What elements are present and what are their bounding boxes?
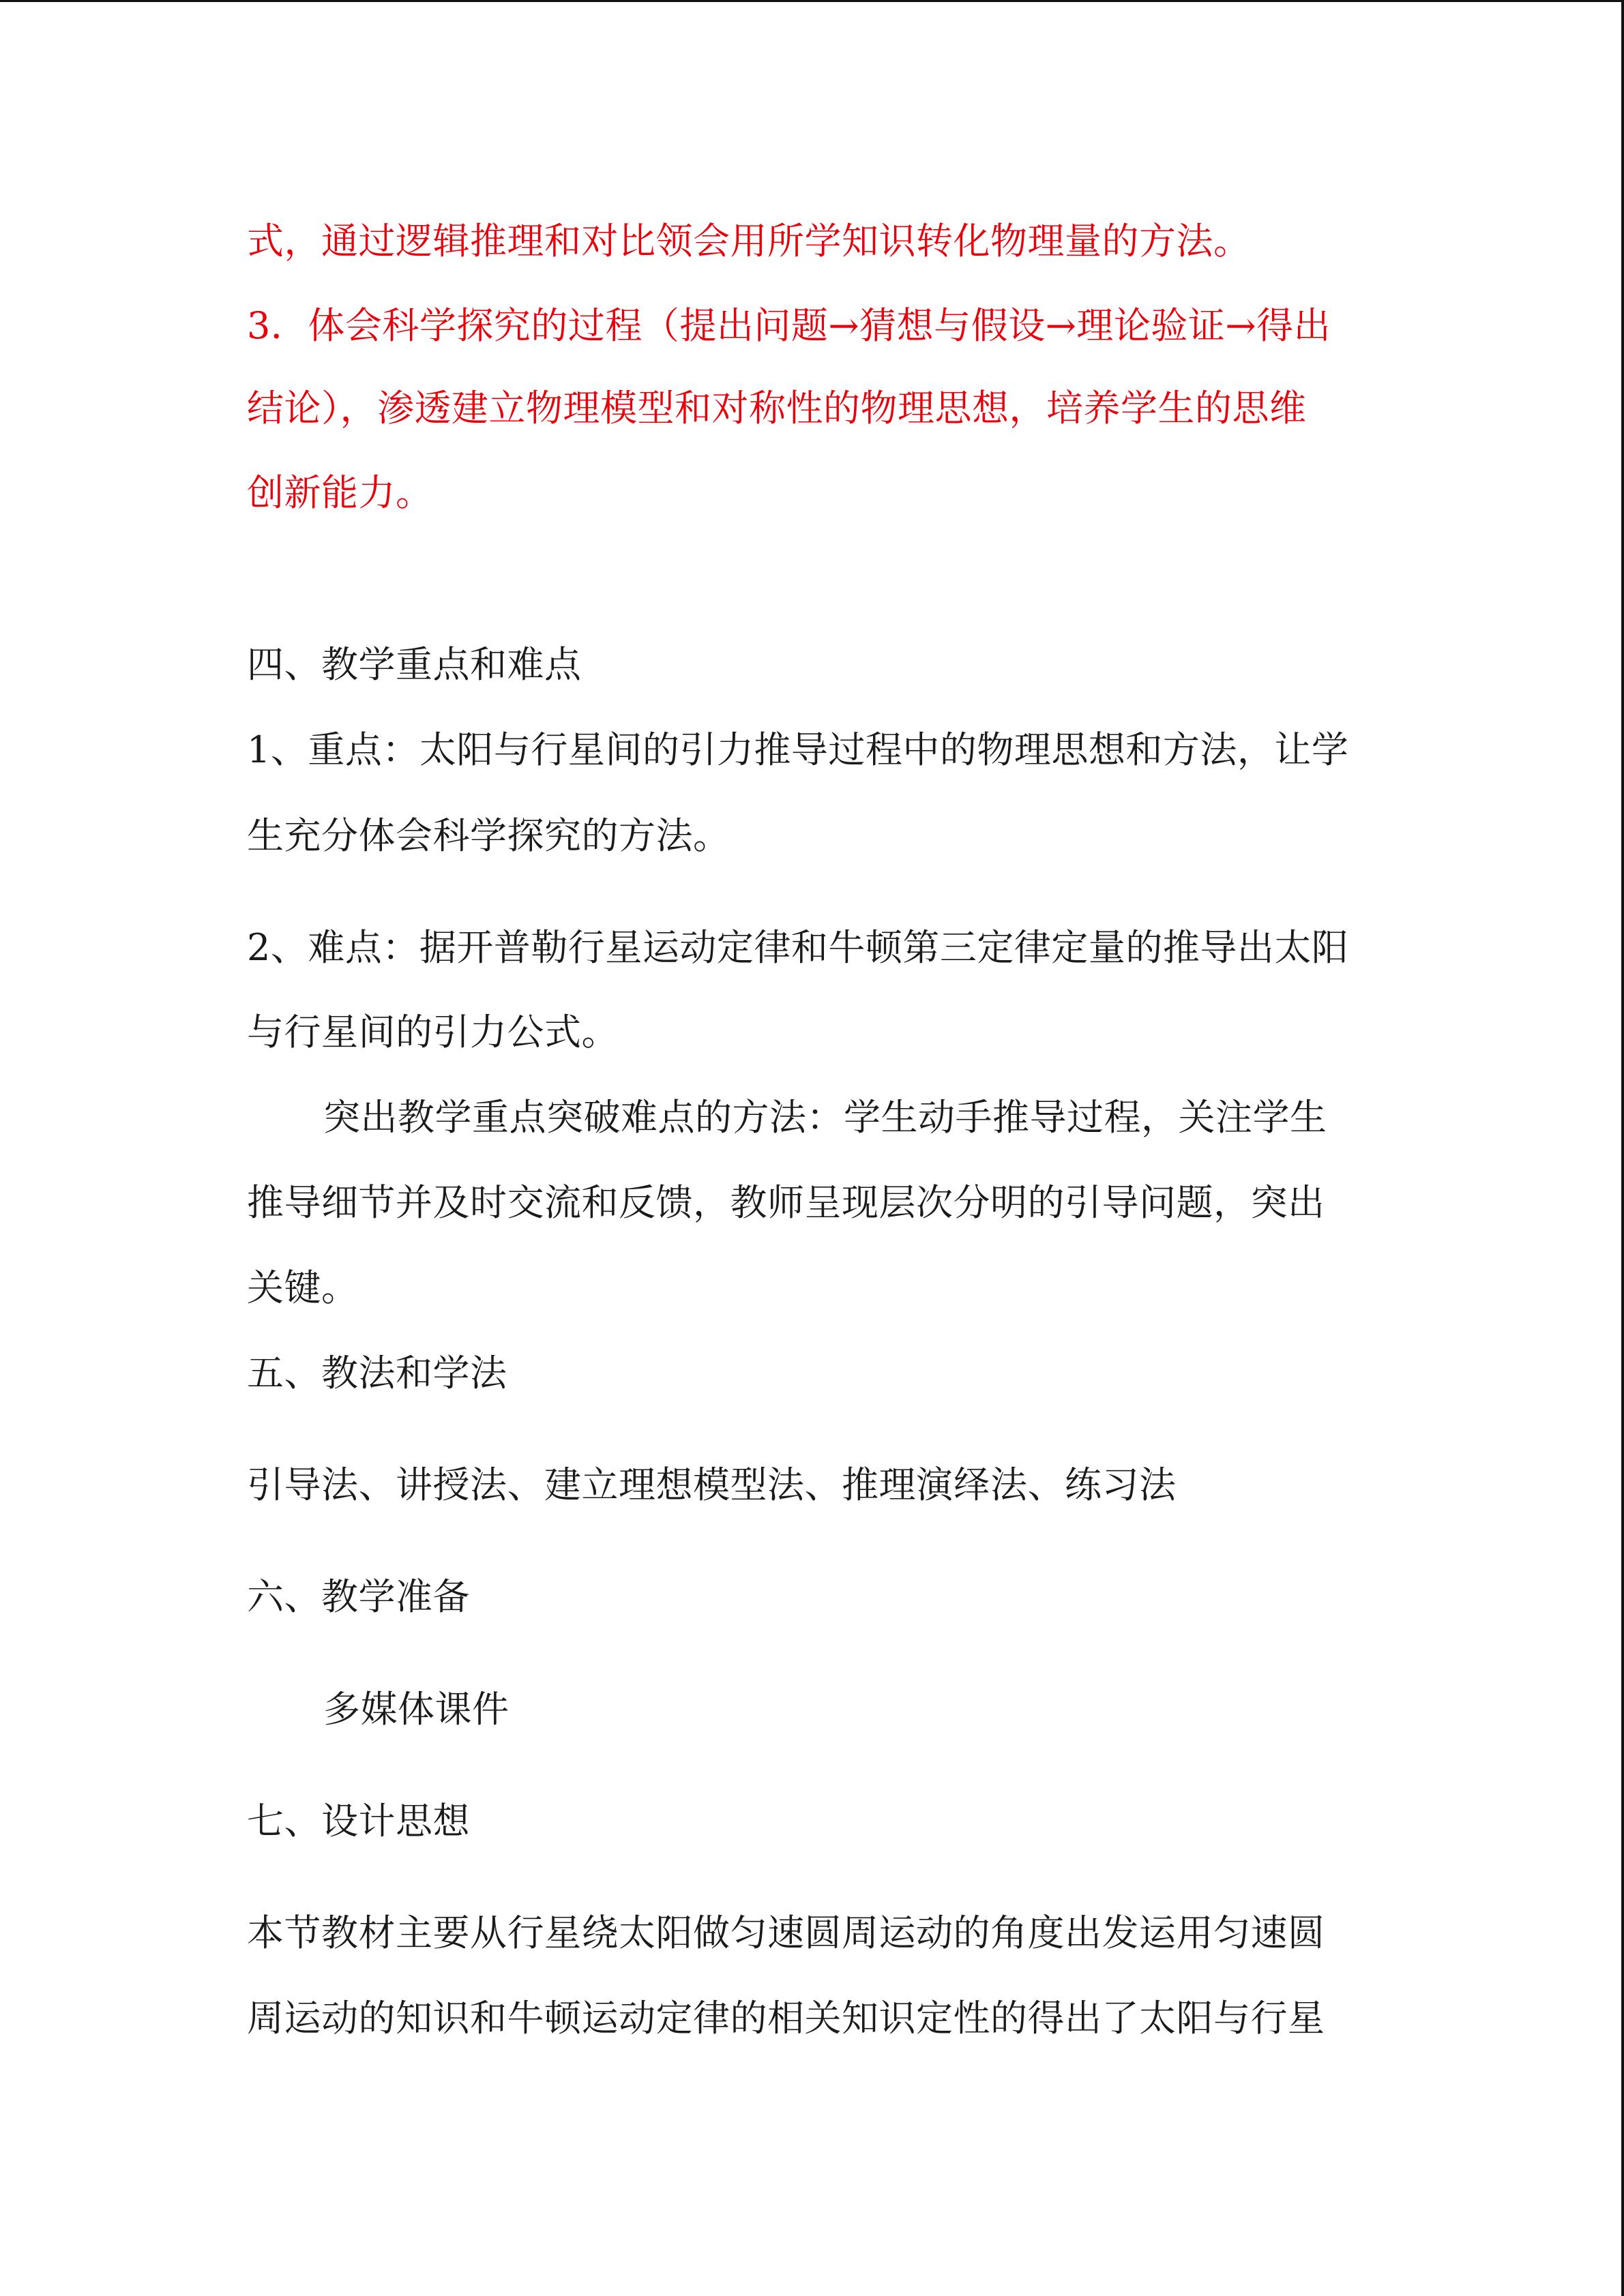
objective-item-3-line: 结论），渗透建立物理模型和对称性的物理思想，培养学生的思维: [247, 387, 1307, 430]
objective-line: 式，通过逻辑推理和对比领会用所学知识转化物理量的方法。: [247, 220, 1251, 263]
section-7-heading: 七、设计思想: [247, 1800, 470, 1843]
section-7-content-line: 本节教材主要从行星绕太阳做匀速圆周运动的角度出发运用匀速圆: [247, 1911, 1325, 1954]
section-6-content: 多媒体课件: [323, 1688, 510, 1731]
key-point-line: 生充分体会科学探究的方法。: [247, 814, 730, 857]
difficulty-line: 2、难点：据开普勒行星运动定律和牛顿第三定律定量的推导出太阳: [247, 926, 1349, 969]
objective-item-3-line: 创新能力。: [247, 471, 433, 514]
page-top-border: [0, 0, 1624, 2]
section-4-heading: 四、教学重点和难点: [247, 643, 582, 686]
section-7-content-line: 周运动的知识和牛顿运动定律的相关知识定性的得出了太阳与行星: [247, 1997, 1325, 2040]
method-line: 突出教学重点突破难点的方法：学生动手推导过程，关注学生: [323, 1096, 1327, 1139]
section-6-heading: 六、教学准备: [247, 1575, 470, 1618]
key-point-line: 1、重点：太阳与行星间的引力推导过程中的物理思想和方法，让学: [247, 728, 1349, 771]
section-5-heading: 五、教法和学法: [247, 1352, 507, 1395]
method-line: 推导细节并及时交流和反馈，教师呈现层次分明的引导问题，突出: [247, 1181, 1325, 1224]
method-line: 关键。: [247, 1266, 359, 1309]
page-right-border: [1621, 0, 1624, 2296]
difficulty-line: 与行星间的引力公式。: [247, 1011, 619, 1054]
section-5-content: 引导法、讲授法、建立理想模型法、推理演绎法、练习法: [247, 1463, 1177, 1506]
objective-item-3-line: 3．体会科学探究的过程（提出问题→猜想与假设→理论验证→得出: [247, 304, 1331, 347]
